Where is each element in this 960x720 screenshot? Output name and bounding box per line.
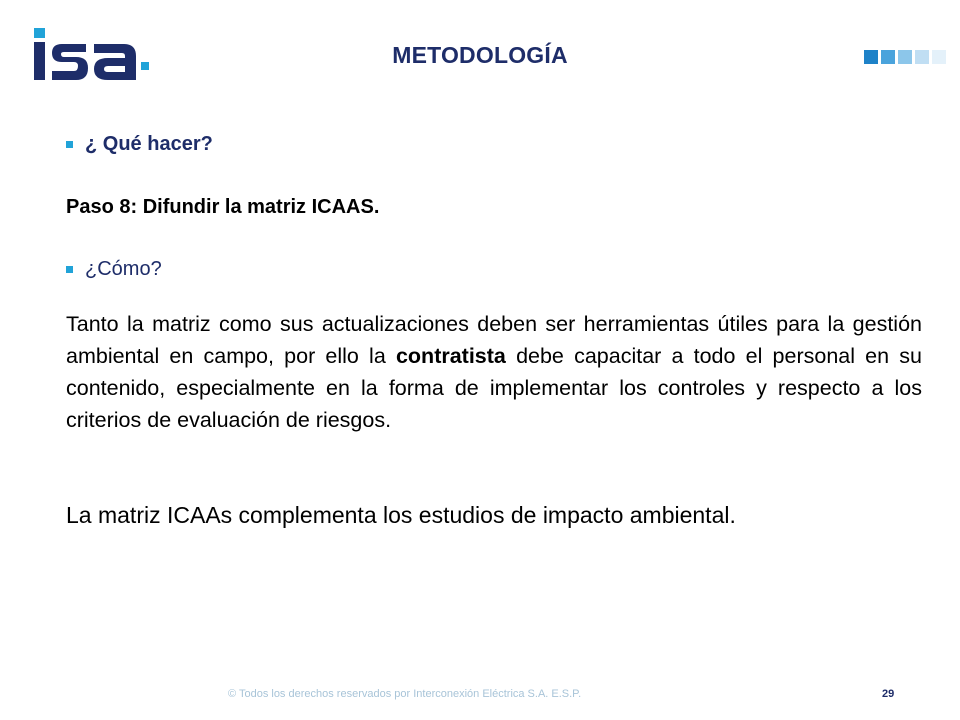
deco-square [932, 50, 946, 64]
bullet-que-hacer [66, 133, 213, 156]
footer-copyright: © Todos los derechos reservados por Interconexión Eléctrica S.A. E.S.P. [228, 688, 582, 700]
page-number: 29 [882, 688, 895, 700]
square-bullet-icon [66, 266, 73, 273]
deco-square [898, 50, 912, 64]
square-bullet-icon [66, 141, 73, 148]
paragraph-bold: contratista [395, 344, 506, 368]
paragraph-text: debe capacitar a todo el personal en su contenido, especialmente en la forma de implementar los controles y respecto a los criterios de evaluación de riesgos. [66, 344, 922, 432]
bullet-text: ¿ Qué hacer? [85, 133, 213, 155]
bullet-text: ¿Cómo? [85, 258, 162, 280]
deco-square [864, 50, 878, 64]
paragraph-text: Tanto la matriz como sus actualizaciones deben ser herramientas útiles para la gestión ambiental en campo, por ello la [66, 312, 922, 368]
deco-square [881, 50, 895, 64]
body-paragraph-2: La matriz ICAAs complementa los estudios de impacto ambiental. [66, 502, 736, 528]
deco-square [915, 50, 929, 64]
body-paragraph [66, 308, 922, 436]
step-heading: Paso 8: Difundir la matriz ICAAS. [66, 196, 380, 218]
slide-title: METODOLOGÍA [392, 42, 568, 68]
bullet-como [66, 258, 162, 281]
decorative-squares [864, 50, 946, 64]
